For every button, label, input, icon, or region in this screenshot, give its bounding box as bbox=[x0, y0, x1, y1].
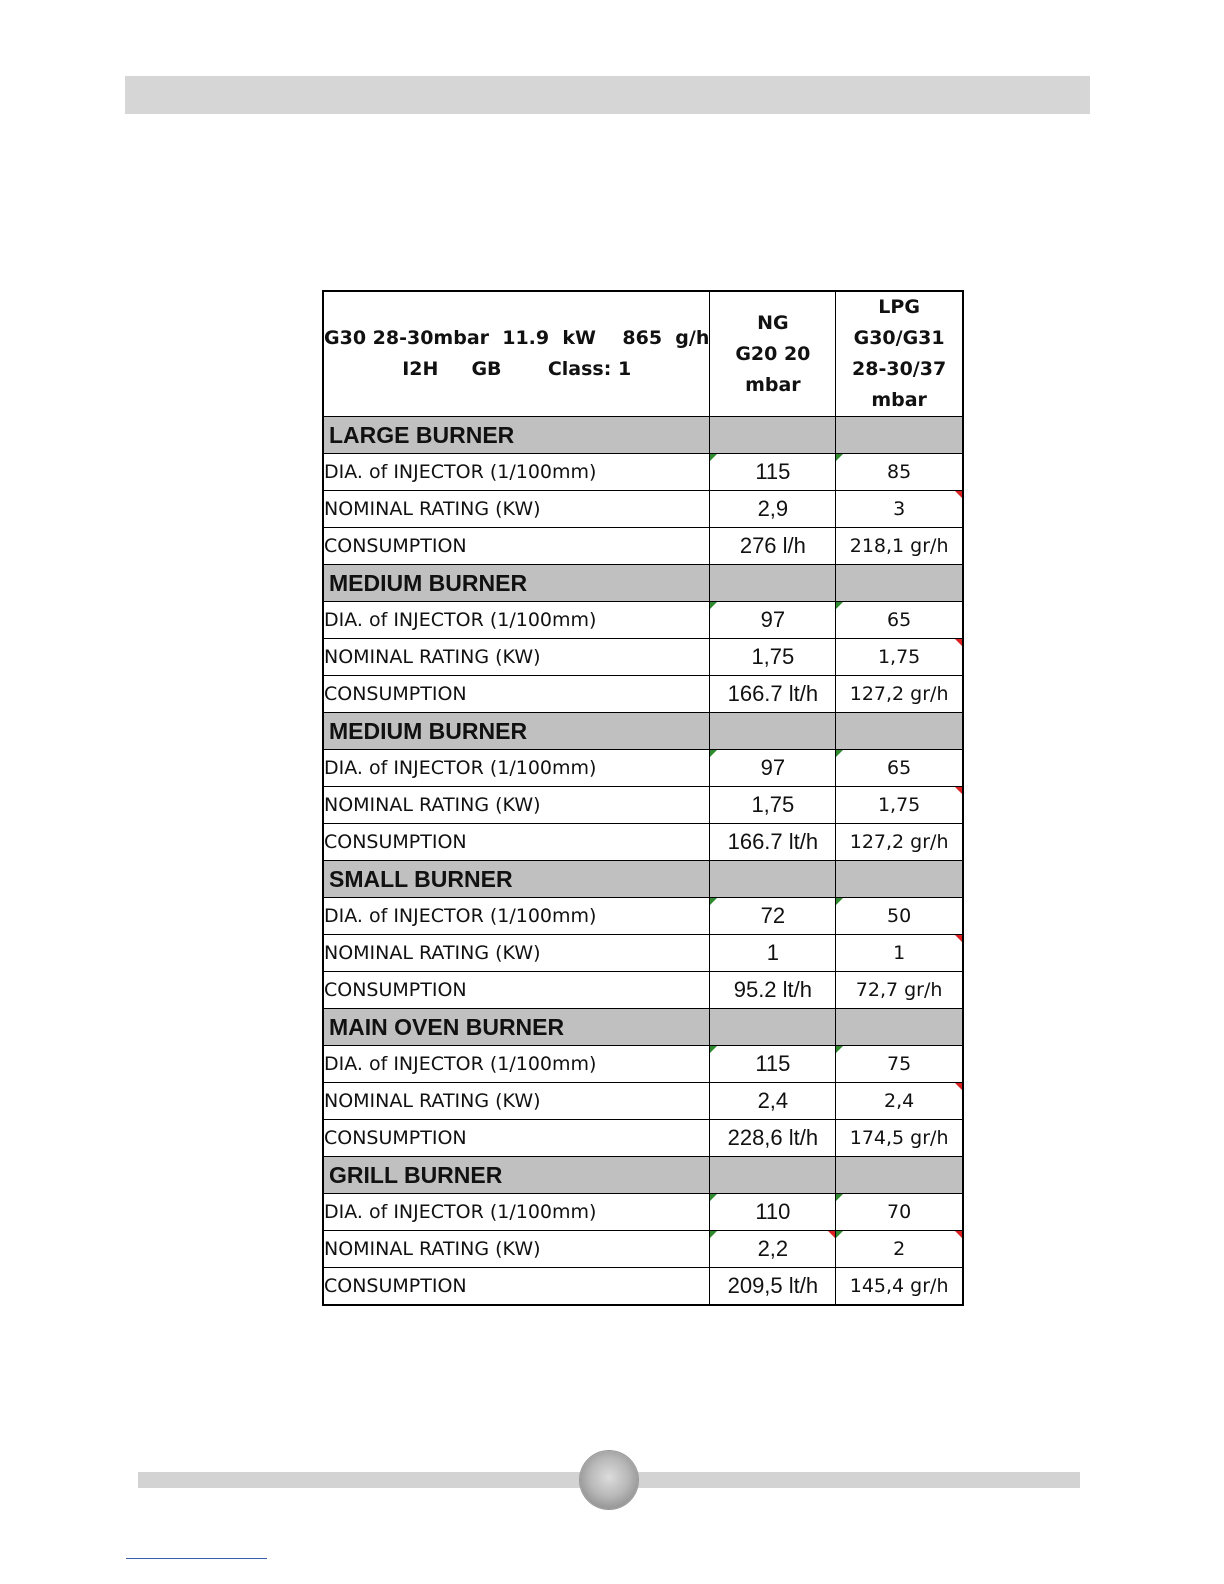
lpg-value-text: 70 bbox=[887, 1201, 912, 1223]
table-header-row bbox=[323, 291, 963, 417]
section-title: MEDIUM BURNER bbox=[323, 565, 710, 602]
ng-value-text: 228,6 lt/h bbox=[727, 1125, 819, 1150]
ng-value bbox=[710, 972, 836, 1009]
lpg-value-text: 127,2 gr/h bbox=[849, 683, 949, 705]
cell-note-marker bbox=[836, 1046, 843, 1053]
ng-value-text: 97 bbox=[760, 607, 786, 632]
lpg-value-text: 1,75 bbox=[877, 646, 921, 668]
cell-note-marker bbox=[836, 602, 843, 609]
section-empty-cell bbox=[836, 1009, 963, 1046]
cell-note-marker bbox=[836, 898, 843, 905]
section-header-row bbox=[323, 861, 963, 898]
ng-value-text: 115 bbox=[755, 1051, 791, 1076]
ng-value bbox=[710, 639, 836, 676]
model-line: G30 28-30mbar 11.9 kW 865 g/h bbox=[324, 327, 710, 349]
lpg-header-line: mbar bbox=[871, 389, 927, 411]
table-row bbox=[323, 1083, 963, 1120]
section-title: SMALL BURNER bbox=[323, 861, 710, 898]
lpg-value-text: 2 bbox=[893, 1238, 906, 1260]
row-label: NOMINAL RATING (KW) bbox=[323, 1083, 710, 1120]
ng-value bbox=[710, 1268, 836, 1306]
ng-value-text: 2,2 bbox=[757, 1236, 789, 1261]
lpg-value-text: 75 bbox=[887, 1053, 912, 1075]
lpg-value-text: 65 bbox=[887, 609, 912, 631]
table-row bbox=[323, 528, 963, 565]
ng-header-line: NG bbox=[757, 311, 789, 334]
ng-value bbox=[710, 528, 836, 565]
table-row bbox=[323, 454, 963, 491]
ng-header-line: G20 20 bbox=[735, 342, 811, 365]
lpg-value-text: 145,4 gr/h bbox=[849, 1275, 949, 1297]
table-row bbox=[323, 676, 963, 713]
ng-value bbox=[710, 491, 836, 528]
lpg-value bbox=[836, 787, 963, 824]
cell-note-marker bbox=[836, 1194, 843, 1201]
section-header-row bbox=[323, 1009, 963, 1046]
cell-note-marker bbox=[836, 1231, 843, 1238]
ng-value bbox=[710, 454, 836, 491]
cell-comment-marker bbox=[955, 1083, 962, 1090]
ng-value-text: 1,75 bbox=[751, 792, 795, 817]
lpg-value-text: 1 bbox=[893, 942, 906, 964]
lpg-header-line: LPG bbox=[878, 296, 920, 318]
row-label: NOMINAL RATING (KW) bbox=[323, 639, 710, 676]
ng-value-text: 97 bbox=[760, 755, 786, 780]
section-empty-cell bbox=[710, 565, 836, 602]
lpg-value bbox=[836, 491, 963, 528]
ng-header-line: mbar bbox=[745, 373, 801, 396]
section-empty-cell bbox=[710, 713, 836, 750]
ng-value-text: 209,5 lt/h bbox=[727, 1273, 819, 1298]
ng-value bbox=[710, 787, 836, 824]
section-empty-cell bbox=[836, 417, 963, 454]
header-bar bbox=[125, 76, 1090, 114]
row-label: DIA. of INJECTOR (1/100mm) bbox=[323, 454, 710, 491]
ng-value bbox=[710, 1194, 836, 1231]
table-row bbox=[323, 602, 963, 639]
cell-note-marker bbox=[710, 1231, 717, 1238]
cell-note-marker bbox=[710, 1194, 717, 1201]
table-row bbox=[323, 935, 963, 972]
table-row bbox=[323, 824, 963, 861]
ng-value bbox=[710, 1231, 836, 1268]
section-empty-cell bbox=[836, 861, 963, 898]
table-row bbox=[323, 1046, 963, 1083]
gas-model-header bbox=[323, 291, 710, 417]
table-row bbox=[323, 1120, 963, 1157]
cell-comment-marker bbox=[955, 1231, 962, 1238]
ng-column-header bbox=[710, 291, 836, 417]
ng-value-text: 1,75 bbox=[751, 644, 795, 669]
lpg-value bbox=[836, 1120, 963, 1157]
ng-value bbox=[710, 1046, 836, 1083]
row-label: CONSUMPTION bbox=[323, 528, 710, 565]
cell-note-marker bbox=[836, 454, 843, 461]
table-row bbox=[323, 1268, 963, 1306]
row-label: DIA. of INJECTOR (1/100mm) bbox=[323, 1194, 710, 1231]
section-title: GRILL BURNER bbox=[323, 1157, 710, 1194]
cell-comment-marker bbox=[955, 639, 962, 646]
ng-value-text: 2,9 bbox=[757, 496, 789, 521]
row-label: NOMINAL RATING (KW) bbox=[323, 491, 710, 528]
lpg-value bbox=[836, 528, 963, 565]
table-row bbox=[323, 750, 963, 787]
section-header-row bbox=[323, 565, 963, 602]
cell-note-marker bbox=[710, 454, 717, 461]
ng-value-text: 115 bbox=[755, 459, 791, 484]
lpg-value bbox=[836, 1194, 963, 1231]
lpg-value bbox=[836, 1083, 963, 1120]
ng-value bbox=[710, 1083, 836, 1120]
ng-value bbox=[710, 676, 836, 713]
ng-value-text: 2,4 bbox=[757, 1088, 789, 1113]
lpg-value bbox=[836, 1046, 963, 1083]
lpg-value-text: 65 bbox=[887, 757, 912, 779]
ng-value-text: 166.7 lt/h bbox=[727, 681, 819, 706]
row-label: DIA. of INJECTOR (1/100mm) bbox=[323, 898, 710, 935]
lpg-value bbox=[836, 1231, 963, 1268]
model-line: I2H GB Class: 1 bbox=[402, 358, 632, 380]
section-empty-cell bbox=[836, 1157, 963, 1194]
row-label: CONSUMPTION bbox=[323, 1268, 710, 1306]
lpg-value bbox=[836, 824, 963, 861]
section-empty-cell bbox=[710, 1157, 836, 1194]
section-header-row bbox=[323, 417, 963, 454]
row-label: DIA. of INJECTOR (1/100mm) bbox=[323, 1046, 710, 1083]
ng-value bbox=[710, 750, 836, 787]
lpg-value bbox=[836, 639, 963, 676]
ng-value bbox=[710, 935, 836, 972]
row-label: CONSUMPTION bbox=[323, 676, 710, 713]
table-row bbox=[323, 639, 963, 676]
section-empty-cell bbox=[836, 713, 963, 750]
page-marker-circle bbox=[580, 1451, 638, 1509]
ng-value-text: 72 bbox=[760, 903, 786, 928]
cell-note-marker bbox=[710, 898, 717, 905]
ng-value-text: 1 bbox=[766, 940, 779, 965]
cell-note-marker bbox=[710, 602, 717, 609]
row-label: CONSUMPTION bbox=[323, 972, 710, 1009]
lpg-value bbox=[836, 602, 963, 639]
section-empty-cell bbox=[710, 1009, 836, 1046]
section-empty-cell bbox=[710, 417, 836, 454]
cell-comment-marker bbox=[828, 1231, 835, 1238]
row-label: NOMINAL RATING (KW) bbox=[323, 787, 710, 824]
lpg-value-text: 3 bbox=[893, 498, 906, 520]
row-label: NOMINAL RATING (KW) bbox=[323, 1231, 710, 1268]
ng-value bbox=[710, 1120, 836, 1157]
lpg-column-header bbox=[836, 291, 963, 417]
cell-comment-marker bbox=[955, 787, 962, 794]
section-title: LARGE BURNER bbox=[323, 417, 710, 454]
section-empty-cell bbox=[710, 861, 836, 898]
row-label: DIA. of INJECTOR (1/100mm) bbox=[323, 602, 710, 639]
lpg-header-line: G30/G31 bbox=[853, 327, 945, 349]
ng-value bbox=[710, 824, 836, 861]
table-row bbox=[323, 898, 963, 935]
ng-value-text: 276 l/h bbox=[739, 533, 806, 558]
row-label: CONSUMPTION bbox=[323, 1120, 710, 1157]
lpg-value-text: 2,4 bbox=[884, 1090, 915, 1112]
section-header-row bbox=[323, 1157, 963, 1194]
row-label: CONSUMPTION bbox=[323, 824, 710, 861]
lpg-value bbox=[836, 676, 963, 713]
table-row bbox=[323, 972, 963, 1009]
row-label: NOMINAL RATING (KW) bbox=[323, 935, 710, 972]
cell-comment-marker bbox=[955, 491, 962, 498]
ng-value-text: 166.7 lt/h bbox=[727, 829, 819, 854]
lpg-value-text: 72,7 gr/h bbox=[855, 979, 943, 1001]
table-row bbox=[323, 787, 963, 824]
cell-note-marker bbox=[836, 750, 843, 757]
row-label: DIA. of INJECTOR (1/100mm) bbox=[323, 750, 710, 787]
lpg-header-line: 28-30/37 bbox=[852, 358, 947, 380]
lpg-value-text: 85 bbox=[887, 461, 912, 483]
footer-underline bbox=[126, 1558, 267, 1559]
section-header-row bbox=[323, 713, 963, 750]
lpg-value bbox=[836, 935, 963, 972]
gas-specification-table bbox=[322, 290, 964, 1306]
lpg-value bbox=[836, 898, 963, 935]
lpg-value-text: 127,2 gr/h bbox=[849, 831, 949, 853]
table-row bbox=[323, 491, 963, 528]
lpg-value-text: 50 bbox=[887, 905, 912, 927]
lpg-value bbox=[836, 1268, 963, 1306]
ng-value bbox=[710, 898, 836, 935]
section-title: MAIN OVEN BURNER bbox=[323, 1009, 710, 1046]
lpg-value-text: 174,5 gr/h bbox=[849, 1127, 949, 1149]
lpg-value-text: 218,1 gr/h bbox=[849, 535, 949, 557]
lpg-value bbox=[836, 972, 963, 1009]
lpg-value-text: 1,75 bbox=[877, 794, 921, 816]
cell-note-marker bbox=[710, 750, 717, 757]
ng-value-text: 110 bbox=[755, 1199, 791, 1224]
ng-value bbox=[710, 602, 836, 639]
table-row bbox=[323, 1194, 963, 1231]
ng-value-text: 95.2 lt/h bbox=[733, 977, 812, 1002]
lpg-value bbox=[836, 454, 963, 491]
section-empty-cell bbox=[836, 565, 963, 602]
lpg-value bbox=[836, 750, 963, 787]
table-row bbox=[323, 1231, 963, 1268]
section-title: MEDIUM BURNER bbox=[323, 713, 710, 750]
cell-note-marker bbox=[710, 1046, 717, 1053]
cell-comment-marker bbox=[955, 935, 962, 942]
